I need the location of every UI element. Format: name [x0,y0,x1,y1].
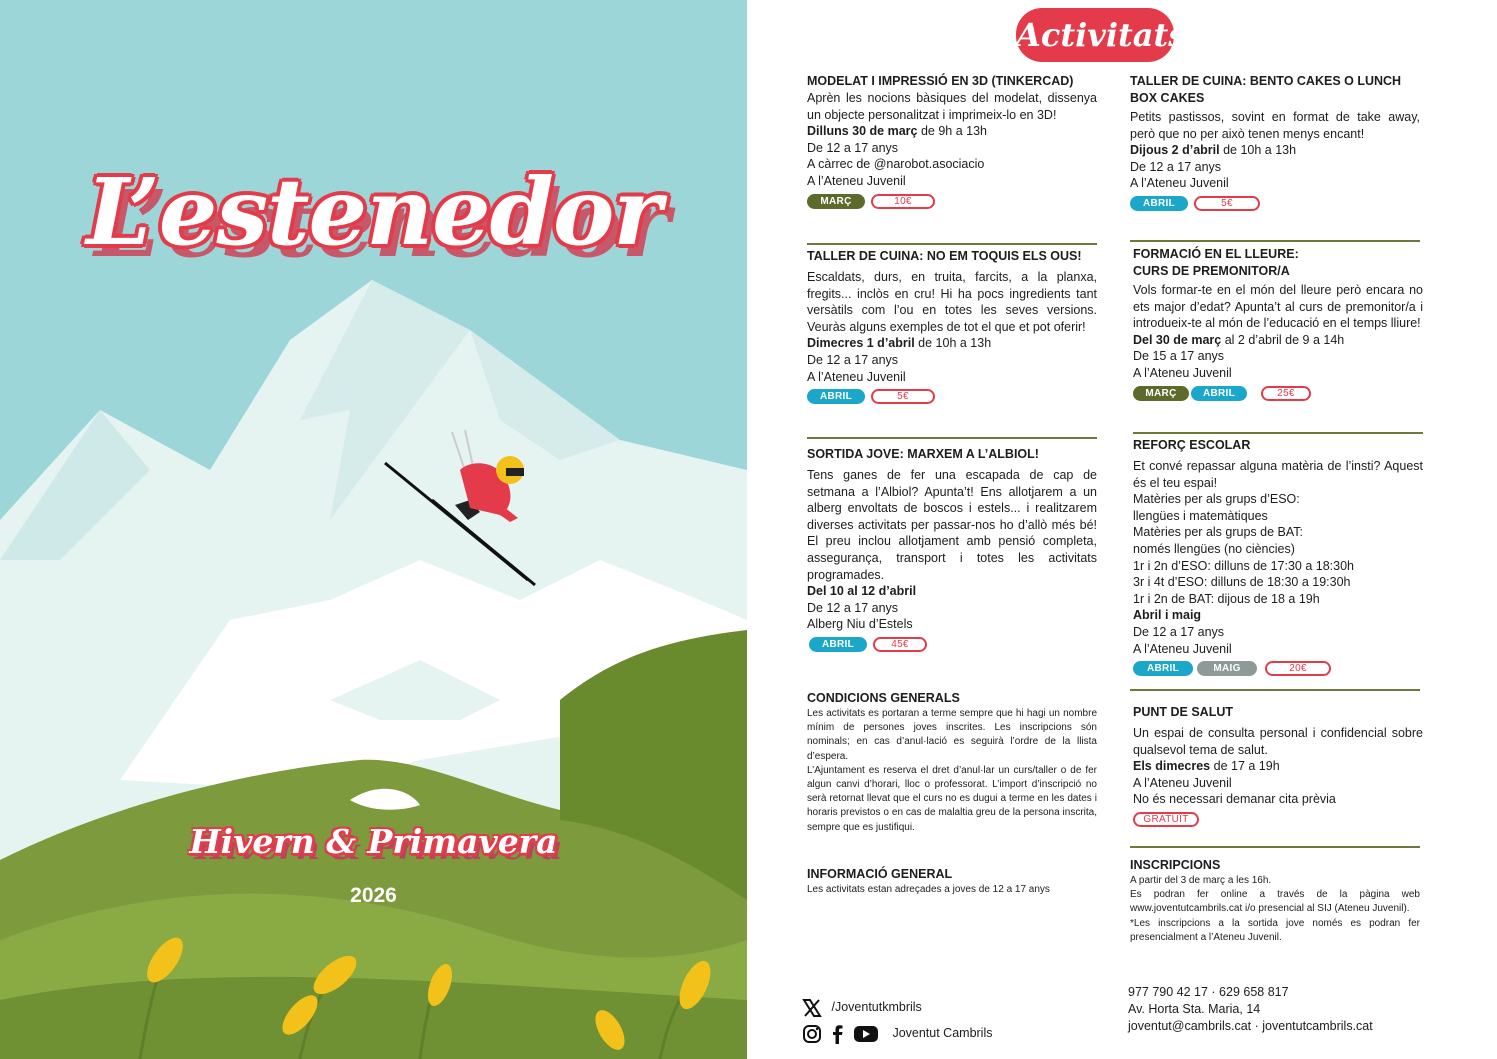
activity-tags [1133,661,1423,679]
conditions-title: CONDICIONS GENERALS [807,691,960,705]
activity-info-line: 3r i 4t d’ESO: dilluns de 18:30 a 19:30h [1133,575,1351,590]
price-tag: 25€ [1261,386,1311,401]
activity-host: A càrrec de @narobot.asociacio [807,157,985,172]
activity-date: Dijous 2 d’abril de 10h a 13h [1130,143,1297,158]
conditions-text-1: Les activitats es portaran a terme sempre que hi hagi un nombre mínim de persones joves inscrites. Les inscripcions són nominals; en cas d’anul·lació es seguirà l’ordre de la llista d’espera. [807,708,1097,762]
activity-info-line: Matèries per als grups de BAT: [1133,525,1303,540]
activity-age: De 12 a 17 anys [1130,159,1222,174]
activity-albiol-trip [807,446,1097,655]
instagram-icon[interactable] [802,1024,822,1044]
divider [807,243,1097,245]
activity-description: Vols formar-te en el món del lleure però encara no ets major d’edat? Apunta’t al curs de premonitor/a i introdueix-te al món de l’educació en el temps lliure! [1133,283,1423,331]
activity-age: De 12 a 17 anys [1133,624,1225,639]
divider [807,437,1097,439]
activity-title: SORTIDA JOVE: MARXEM A L’ALBIOL! [807,447,1039,461]
activity-description: Petits pastissos, sovint en format de take away, però que no per això tenen menys encant! [1130,110,1420,141]
activity-age: De 15 a 17 anys [1133,349,1225,364]
activity-tags [1133,812,1423,830]
activity-tags [1133,386,1423,404]
activitats-title: Activitats [1016,8,1174,62]
info-title: INFORMACIÓ GENERAL [807,867,953,881]
price-tag: 5€ [871,389,935,404]
activity-date: Abril i maig [1133,608,1202,623]
social-name: Joventut Cambrils [892,1026,993,1041]
divider [1130,846,1420,848]
month-tag-abril: ABRIL [807,389,865,404]
month-tag-marc: MARÇ [807,194,865,209]
activity-note: No és necessari demanar cita prèvia [1133,792,1336,807]
divider [1130,240,1420,242]
activity-title: MODELAT I IMPRESSIÓ EN 3D (TINKERCAD) [807,74,1074,88]
registrations-text-3: *Les inscripcions a la sortida jove només es podran fer presencialment a l’Ateneu Juvenil. [1130,917,1420,943]
activity-title: TALLER DE CUINA: BENTO CAKES O LUNCH BOX CAKES [1130,74,1402,105]
activity-tags [807,194,1097,212]
social-links [802,1024,993,1044]
contact-web[interactable]: joventut@cambrils.cat · joventutcambrils.cat [1128,1019,1373,1033]
contact-address: Av. Horta Sta. Maria, 14 [1128,1002,1261,1016]
price-tag-free: GRATUÏT [1133,812,1199,827]
x-handle: /Joventutkmbrils [831,1000,922,1015]
activity-health-point [1133,704,1423,830]
cover-season: Hivern & Primavera [189,822,558,861]
price-tag: 45€ [873,637,927,652]
activity-description: Tens ganes de fer una escapada de cap de setmana a l’Albiol? Apunta’t! Ens allotjarem a un alberg envoltats de boscos i estels... i realitzarem diverses activitats per passar-nos ho d’allò més bé! El preu inclou allotjament amb pensió completa, assegurança, transport i totes les activitats programades. [807,468,1097,582]
social-x[interactable] [802,999,922,1017]
price-tag: 10€ [871,194,935,209]
divider [1133,432,1423,434]
activity-info-line: 1r i 2n d’ESO: dilluns de 17:30 a 18:30h [1133,558,1354,573]
activity-place: A l’Ateneu Juvenil [1133,365,1232,380]
activity-place: A l’Ateneu Juvenil [807,173,906,188]
activity-tags [1130,196,1420,214]
activity-description: Et convé repassar alguna matèria de l’insti? Aquest és el teu espai! [1133,459,1423,490]
activity-date: Dimecres 1 d’abril de 10h a 13h [807,336,992,351]
month-tag-maig: MAIG [1197,661,1257,676]
cover-panel [0,0,747,1059]
general-information [807,866,1097,897]
month-tag-abril: ABRIL [1130,196,1188,211]
activity-place: A l’Ateneu Juvenil [1130,176,1229,191]
activity-place: A l’Ateneu Juvenil [1133,641,1232,656]
activity-place: Alberg Niu d’Estels [807,617,913,632]
registrations-text-1: A partir del 3 de març a les 16h. [1130,875,1272,886]
registrations-title: INSCRIPCIONS [1130,858,1221,872]
activity-place: A l’Ateneu Juvenil [807,369,906,384]
activity-tags [807,637,1097,655]
activity-info-line: només llengües (no ciències) [1133,541,1295,556]
divider [1130,689,1420,691]
activity-age: De 12 a 17 anys [807,140,899,155]
activity-date: Del 10 al 12 d’abril [807,584,917,599]
activity-3d-modelling [807,73,1097,212]
activity-age: De 12 a 17 anys [807,600,899,615]
registrations [1130,857,1420,945]
activity-tags [807,389,1097,407]
month-tag-abril: ABRIL [1133,661,1193,676]
x-icon [802,999,822,1017]
activity-description: Un espai de consulta personal i confidencial sobre qualsevol tema de salut. [1133,726,1423,757]
youtube-icon[interactable] [853,1025,879,1043]
price-tag: 5€ [1194,196,1260,211]
price-tag: 20€ [1265,661,1331,676]
activity-info-line: Matèries per als grups d’ESO: [1133,492,1300,507]
activity-premonitor-course [1133,246,1423,404]
contact-phones[interactable]: 977 790 42 17 · 629 658 817 [1128,985,1289,999]
contact-info [1128,984,1373,1035]
general-conditions [807,690,1097,835]
facebook-icon[interactable] [831,1024,843,1044]
month-tag-marc: MARÇ [1133,386,1189,401]
activity-title: FORMACIÓ EN EL LLEURE: CURS DE PREMONITOR/A [1133,247,1299,278]
cover-title: L’estenedor [86,158,661,266]
month-tag-abril: ABRIL [1191,386,1247,401]
cover-year: 2026 [350,884,397,907]
info-text: Les activitats estan adreçades a joves de 12 a 17 anys [807,884,1050,895]
activity-title: REFORÇ ESCOLAR [1133,438,1251,452]
activity-description: Escaldats, durs, en truita, farcits, a la planxa, fregits... inclòs en cru! Hi ha pocs ingredients tant versàtils com l’ou en totes les seves versions. Veuràs alguns exemples de tot el que et pot oferir! [807,270,1097,334]
month-tag-abril: ABRIL [809,637,867,652]
activity-title: TALLER DE CUINA: NO EM TOQUIS ELS OUS! [807,249,1082,263]
activity-date: Els dimecres de 17 a 19h [1133,759,1280,774]
activity-date: Dilluns 30 de març de 9h a 13h [807,124,987,139]
activity-title: PUNT DE SALUT [1133,705,1233,719]
activity-school-support [1133,437,1423,679]
activity-age: De 12 a 17 anys [807,352,899,367]
activity-info-line: llengües i matemàtiques [1133,508,1268,523]
activity-date: Del 30 de març al 2 d’abril de 9 a 14h [1133,332,1345,347]
activity-description: Aprèn les nocions bàsiques del modelat, dissenya un objecte personalitzat i imprimeix-lo en 3D! [807,91,1097,122]
activity-place: A l’Ateneu Juvenil [1133,775,1232,790]
conditions-text-2: L’Ajuntament es reserva el dret d’anul·lar un curs/taller o de fer algun canvi d’horari, lloc o professorat. L’import d’inscripció no serà retornat llevat que el curs no es dugui a terme en les dates i horaris previstos o en cas de malaltia greu de la persona inscrita, sempre que es justifiqui. [807,764,1097,833]
activity-info-line: 1r i 2n de BAT: dijous de 18 a 19h [1133,591,1320,606]
registrations-text-2: Es podran fer online a través de la pàgina web www.joventutcambrils.cat i/o presencial al SIJ (Ateneu Juvenil). [1130,889,1420,915]
activity-bento-cakes [1130,73,1420,214]
activity-egg-cooking [807,248,1097,407]
